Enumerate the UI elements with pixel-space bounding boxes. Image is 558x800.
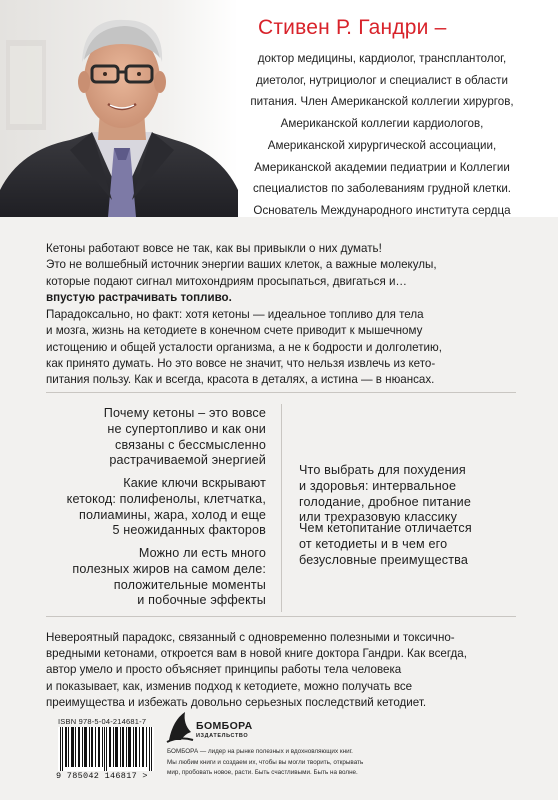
question-line: или трехразовую классику: [299, 510, 458, 525]
question-line: растрачиваемой энергией: [109, 453, 266, 468]
closing-paragraph: [46, 630, 516, 711]
author-bio-line: Основатель Международного института сердца: [253, 203, 511, 217]
author-portrait-image: [0, 0, 238, 217]
question-line: безусловные преимущества: [299, 552, 468, 567]
publisher-subtitle: ИЗДАТЕЛЬСТВО: [196, 733, 249, 739]
question-line: от кетодиеты и в чем его: [299, 536, 448, 551]
author-photo: [0, 0, 238, 217]
closing-line: и показывает, как, изменив подход к кетодиете, можно получать все: [46, 679, 413, 693]
author-bio-line: Американской академии педиатрии и Коллегии: [254, 160, 510, 174]
question-line: голодание, дробное питание: [299, 494, 472, 509]
closing-line: вредными кетонами, откроется вам в новой книге доктора Гандри. Как всегда,: [46, 647, 467, 661]
author-bio-line: специалистов по заболеваниям грудной клетки.: [252, 182, 512, 196]
intro-bold-line: впустую растрачивать топливо.: [46, 290, 232, 304]
question-line: Что выбрать для похудения: [299, 463, 466, 477]
question-line: и побочные эффекты: [137, 593, 266, 608]
question-line: и здоровья: интервальное: [299, 478, 457, 493]
question-left-2: [40, 476, 266, 539]
paradox-line: истощению и общей усталости организма, а не к бодрости и долголетию,: [46, 340, 442, 354]
question-line: положительные моменты: [113, 577, 266, 592]
paradox-line: питания пользу. Как и всегда, красота в деталях, а истина — в нюансах.: [46, 373, 435, 387]
intro-line: которые подают сигнал митохондриям просыпаться, двигаться и…: [46, 274, 408, 288]
barcode-icon: [58, 727, 154, 771]
publisher-name: БОМБОРА: [196, 720, 253, 732]
question-right-2: [299, 521, 529, 568]
publisher-tagline: БОМБОРА — лидер на рынке полезных и вдохновляющих книг.: [167, 748, 353, 755]
question-line: связаны с бессмысленно: [115, 437, 266, 452]
question-left-1: [40, 406, 266, 469]
question-line: Чем кетопитание отличается: [299, 521, 472, 535]
barcode-digits: 9 785042 146817 >: [56, 771, 148, 781]
closing-line: Невероятный парадокс, связанный с одновременно полезными и токсично-: [46, 631, 455, 644]
closing-line: преимущества и избежать довольно серьезных последствий кетодиет.: [46, 695, 427, 709]
question-line: не супертопливо и как они: [107, 421, 266, 436]
question-line: полезных жиров на самом деле:: [72, 561, 266, 576]
author-name: Стивен Р. Гандри –: [258, 16, 447, 39]
divider-top: [46, 392, 516, 393]
paradox-line: как принято думать. Но это вовсе не значит, что нельзя извлечь из кето-: [46, 356, 436, 370]
publisher-tagline: Мы любим книги и создаем их, чтобы вы могли творить, открывать: [167, 759, 364, 766]
question-left-3: [40, 546, 266, 609]
intro-line: Кетоны работают вовсе не так, как вы привыкли о них думать!: [46, 242, 382, 255]
author-section: [0, 0, 558, 217]
isbn-label: ISBN 978-5-04-214681-7: [58, 717, 147, 726]
author-bio-line: диетолог, нутрициолог и специалист в области: [256, 73, 508, 87]
column-divider: [281, 404, 282, 612]
question-line: 5 неожиданных факторов: [112, 523, 266, 538]
question-line: Можно ли есть много: [138, 546, 266, 560]
paradox-paragraph: [46, 307, 516, 388]
author-bio-line: питания. Член Американской коллегии хирургов,: [250, 95, 514, 109]
author-bio-line: Американской хирургической ассоциации,: [267, 138, 497, 152]
author-bio: [216, 48, 548, 243]
question-line: полиамины, жара, холод и еще: [79, 507, 266, 522]
publisher-tagline: мир, пробовать новое, расти. Быть счастливыми. Быть на волне.: [167, 769, 358, 776]
question-line: кетокод: полифенолы, клетчатка,: [66, 491, 266, 506]
paradox-line: и мозга, жизнь на кетодиете в конечном счете приводит к мышечному: [46, 324, 423, 338]
question-line: Почему кетоны – это вовсе: [103, 406, 266, 420]
intro-paragraph: [46, 241, 516, 306]
paradox-line: Парадоксально, но факт: хотя кетоны — идеальное топливо для тела: [46, 308, 424, 321]
intro-line: Это не волшебный источник энергии ваших клеток, а важные молекулы,: [46, 258, 437, 272]
question-right-1: [299, 463, 529, 526]
divider-bottom: [46, 616, 516, 617]
question-line: Какие ключи вскрывают: [123, 476, 266, 490]
closing-line: автор умело и просто объясняет принципы работы тела человека: [46, 663, 402, 677]
author-bio-line: доктор медицины, кардиолог, трансплантолог,: [257, 52, 507, 65]
author-bio-line: Американской коллегии кардиологов,: [280, 117, 484, 131]
